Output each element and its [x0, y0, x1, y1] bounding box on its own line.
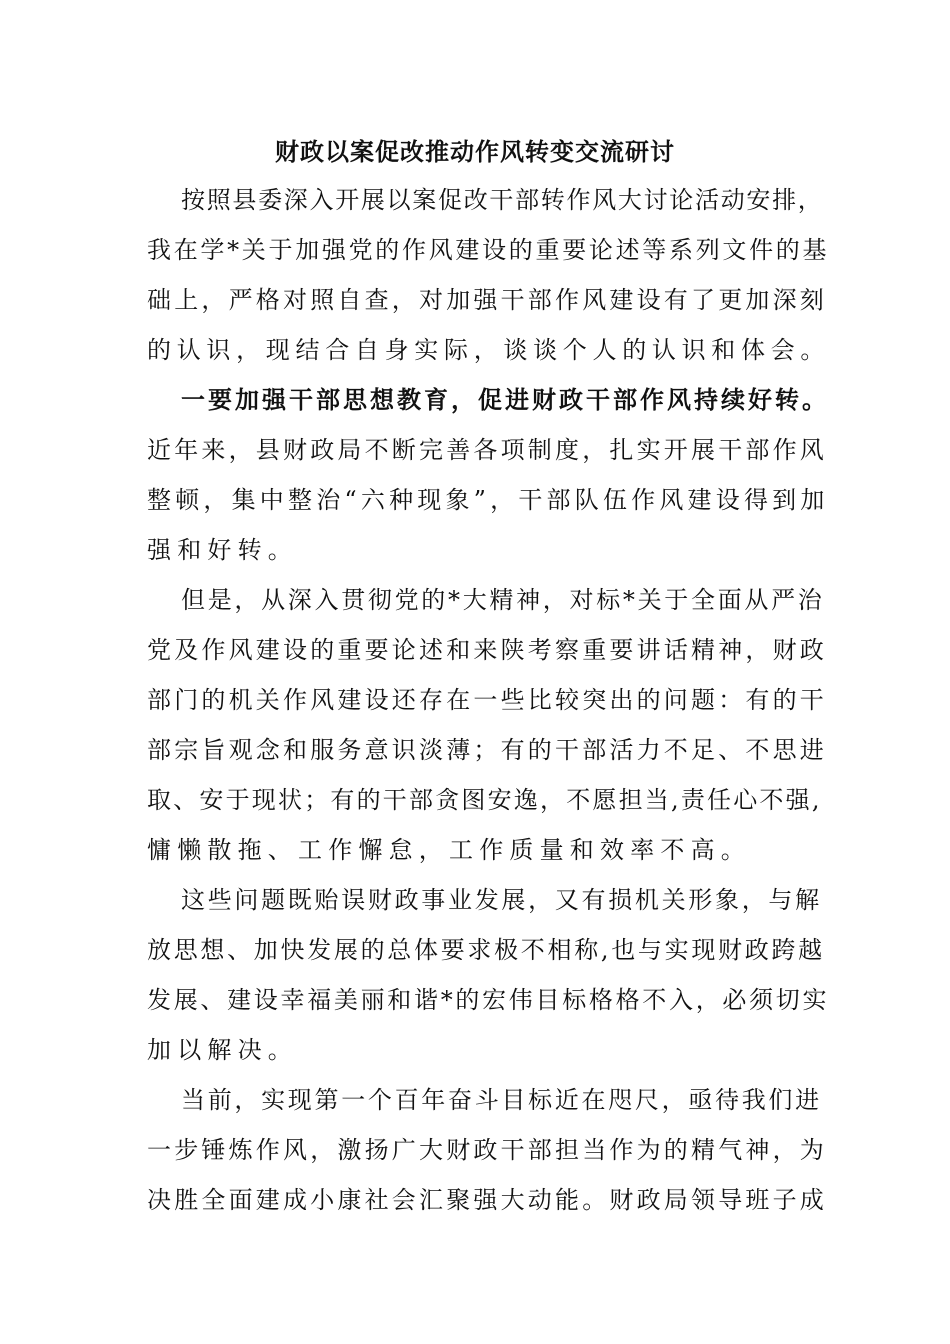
- paragraph-line: 一步锤炼作风，激扬广大财政干部担当作为的精气神，为: [147, 1136, 827, 1164]
- paragraph-line: 近年来，县财政局不断完善各项制度，扎实开展干部作风: [147, 436, 827, 464]
- paragraph-line: 强和好转。: [147, 536, 298, 564]
- paragraph-line: 但是，从深入贯彻党的*大精神，对标*关于全面从严治: [181, 586, 825, 614]
- section-heading: 一要加强干部思想教育，促进财政干部作风持续好转。: [181, 385, 829, 414]
- paragraph-line: 的认识，现结合自身实际，谈谈个人的认识和体会。: [147, 336, 831, 364]
- paragraph-line: 决胜全面建成小康社会汇聚强大动能。财政局领导班子成: [147, 1186, 827, 1214]
- paragraph-line: 础上，严格对照自查，对加强干部作风建设有了更加深刻: [147, 286, 827, 314]
- paragraph-line: 我在学*关于加强党的作风建设的重要论述等系列文件的基: [147, 236, 830, 264]
- paragraph-line: 放思想、加快发展的总体要求极不相称,也与实现财政跨越: [147, 936, 825, 964]
- paragraph-line: 按照县委深入开展以案促改干部转作风大讨论活动安排，: [181, 186, 824, 214]
- paragraph-line: 党及作风建设的重要论述和来陕考察重要讲话精神，财政: [147, 636, 827, 664]
- paragraph-line: 当前，实现第一个百年奋斗目标近在咫尺，亟待我们进: [181, 1086, 822, 1114]
- document-title: 财政以案促改推动作风转变交流研讨: [275, 137, 675, 166]
- paragraph-line: 这些问题既贻误财政事业发展，又有损机关形象，与解: [181, 886, 822, 914]
- paragraph-line: 部宗旨观念和服务意识淡薄；有的干部活力不足、不思进: [147, 736, 827, 764]
- paragraph-line: 加以解决。: [147, 1036, 298, 1064]
- paragraph-line: 整顿，集中整治“六种现象”，干部队伍作风建设得到加: [147, 486, 829, 514]
- paragraph-line: 发展、建设幸福美丽和谐*的宏伟目标格格不入，必须切实: [147, 986, 830, 1014]
- paragraph-line: 取、安于现状；有的干部贪图安逸，不愿担当,责任心不强,: [147, 786, 822, 814]
- paragraph-line: 部门的机关作风建设还存在一些比较突出的问题：有的干: [147, 686, 827, 714]
- paragraph-line: 慵懒散拖、工作懈怠，工作质量和效率不高。: [147, 836, 751, 864]
